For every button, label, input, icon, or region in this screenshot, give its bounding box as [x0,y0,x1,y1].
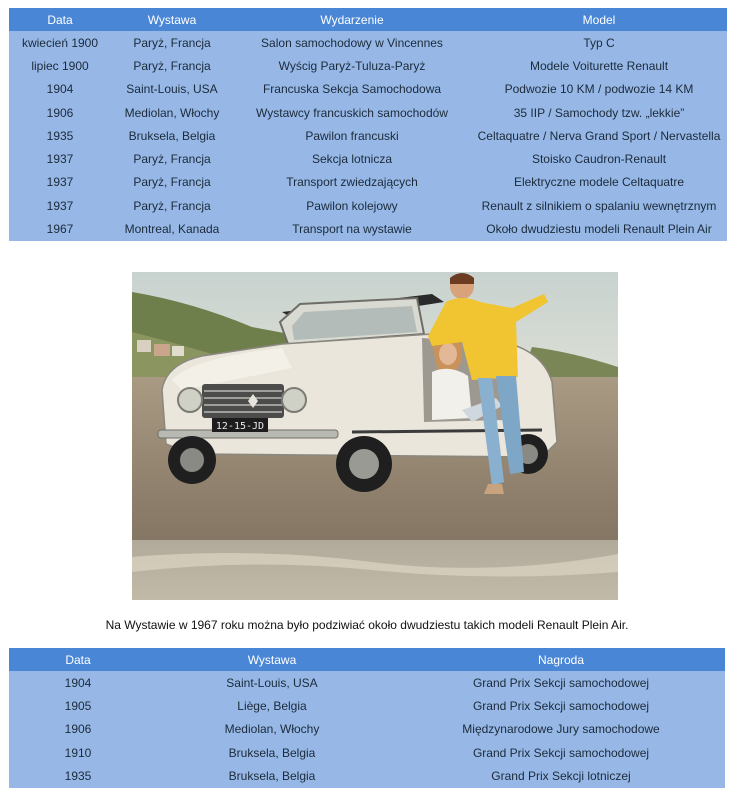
events-header-row [9,8,727,31]
cell-event: Pawilon kolejowy [233,194,471,217]
table-row [9,78,727,101]
cell-model: Renault z silnikiem o spalaniu wewnętrznym [471,194,727,217]
cell-award: Grand Prix Sekcji samochodowej [397,671,725,694]
table-row [9,31,727,54]
cell-model: Około dwudziestu modeli Renault Plein Air [471,217,727,240]
events-table [9,8,727,241]
column-header-model: Model [471,8,727,31]
cell-exhibition: Montreal, Kanada [111,217,233,240]
cell-date: 1937 [9,147,111,170]
cell-model: Elektryczne modele Celtaquatre [471,171,727,194]
awards-table-body [9,671,725,788]
cell-exhibition: Paryż, Francja [111,54,233,77]
column-header-date: Data [9,8,111,31]
column-header-exhibition: Wystawa [111,8,233,31]
cell-exhibition: Bruksela, Belgia [147,741,397,764]
cell-date: lipiec 1900 [9,54,111,77]
renault-plein-air-photo [132,272,618,600]
cell-exhibition: Bruksela, Belgia [147,765,397,788]
cell-model: Typ C [471,31,727,54]
cell-exhibition: Bruksela, Belgia [111,124,233,147]
cell-date: 1910 [9,741,147,764]
table-row [9,217,727,240]
cell-exhibition: Mediolan, Włochy [111,101,233,124]
awards-table [9,648,725,788]
cell-award: Grand Prix Sekcji lotniczej [397,765,725,788]
cell-date: 1935 [9,765,147,788]
cell-date: 1904 [9,671,147,694]
cell-exhibition: Mediolan, Włochy [147,718,397,741]
cell-event: Wyścig Paryż-Tuluza-Paryż [233,54,471,77]
cell-event: Transport na wystawie [233,217,471,240]
cell-date: 1935 [9,124,111,147]
cell-date: 1937 [9,194,111,217]
table-row [9,147,727,170]
table-row [9,54,727,77]
table-row [9,101,727,124]
cell-exhibition: Liège, Belgia [147,694,397,717]
cell-event: Sekcja lotnicza [233,147,471,170]
table-row [9,694,725,717]
cell-date: 1967 [9,217,111,240]
cell-date: 1937 [9,171,111,194]
cell-date: kwiecień 1900 [9,31,111,54]
table-row [9,171,727,194]
cell-date: 1904 [9,78,111,101]
cell-exhibition: Paryż, Francja [111,147,233,170]
column-header-event: Wydarzenie [233,8,471,31]
column-header-date: Data [9,648,147,671]
cell-model: Stoisko Caudron-Renault [471,147,727,170]
cell-award: Grand Prix Sekcji samochodowej [397,741,725,764]
cell-model: Modele Voiturette Renault [471,54,727,77]
table-row [9,741,725,764]
license-plate-text: 12-15-JD [215,421,265,432]
front-grille [202,384,284,418]
cell-exhibition: Saint-Louis, USA [147,671,397,694]
table-row [9,765,725,788]
cell-award: Międzynarodowe Jury samochodowe [397,718,725,741]
cell-event: Salon samochodowy w Vincennes [233,31,471,54]
cell-date: 1905 [9,694,147,717]
cell-award: Grand Prix Sekcji samochodowej [397,694,725,717]
cell-date: 1906 [9,718,147,741]
cell-exhibition: Paryż, Francja [111,194,233,217]
cell-exhibition: Paryż, Francja [111,31,233,54]
awards-header-row [9,648,725,671]
cell-event: Wystawcy francuskich samochodów [233,101,471,124]
photo-caption: Na Wystawie w 1967 roku można było podziwiać około dwudziestu takich modeli Renault Plein Air. [105,618,629,632]
left-headlight [178,388,202,412]
cell-event: Pawilon francuski [233,124,471,147]
events-table-body [9,31,727,241]
table-row [9,194,727,217]
cell-exhibition: Saint-Louis, USA [111,78,233,101]
cell-model: 35 IIP / Samochody tzw. „lekkie” [471,101,727,124]
cell-date: 1906 [9,101,111,124]
cell-event: Transport zwiedzających [233,171,471,194]
cell-model: Celtaquatre / Nerva Grand Sport / Nervastella [471,124,727,147]
table-row [9,671,725,694]
table-row [9,124,727,147]
cell-exhibition: Paryż, Francja [111,171,233,194]
column-header-exhibition: Wystawa [147,648,397,671]
right-headlight [282,388,306,412]
cell-event: Francuska Sekcja Samochodowa [233,78,471,101]
column-header-award: Nagroda [397,648,725,671]
cell-model: Podwozie 10 KM / podwozie 14 KM [471,78,727,101]
table-row [9,718,725,741]
